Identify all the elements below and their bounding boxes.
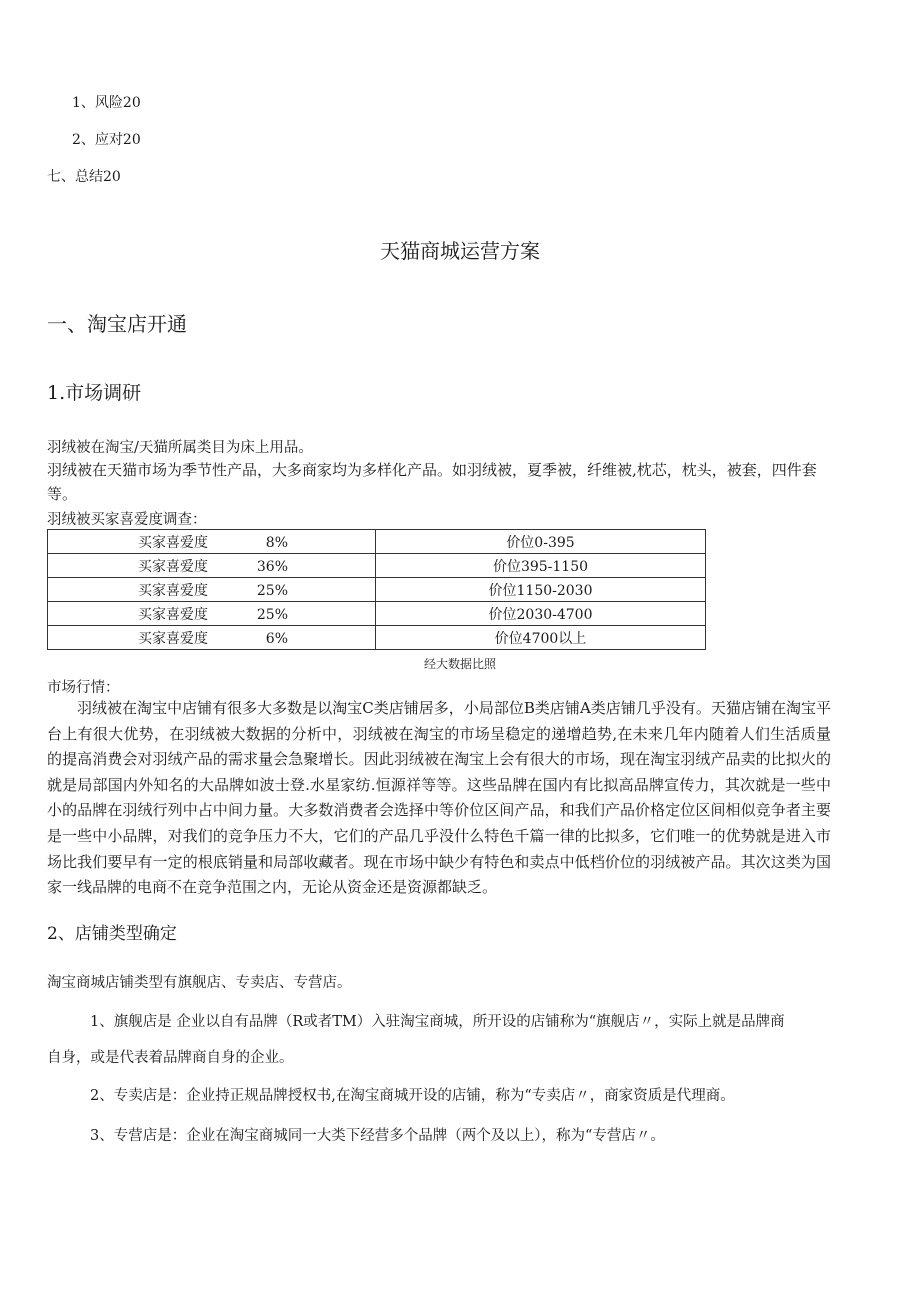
table-cell-preference — [48, 530, 376, 554]
intro-paragraph: 羽绒被在天猫市场为季节性产品，大多商家均为多样化产品。如羽绒被，夏季被，纤维被,枕芯，枕头，被套，四件套等。 — [47, 461, 817, 503]
toc-entry-summary — [47, 166, 121, 186]
subsection-heading-store-type: 2、店铺类型确定 — [47, 924, 177, 944]
table-row — [48, 578, 706, 602]
store-type-multibrand: 3、专营店是：企业在淘宝商城同一大类下经营多个品牌（两个及以上），称为“专营店〃。 — [90, 1128, 665, 1144]
table-row — [48, 530, 706, 554]
store-type-flagship-cont: 自身，或是代表着品牌商自身的企业。 — [47, 1050, 294, 1066]
preference-percent: 25% — [256, 606, 288, 623]
table-row — [48, 626, 706, 650]
table-row — [48, 602, 706, 626]
preference-label: 买家喜爱度 — [138, 534, 208, 551]
market-paragraph: 羽绒被在淘宝中店铺有很多大多数是以淘宝C类店铺居多，小局部位B类店铺A类店铺几乎没有。天猫店铺在淘宝平台上有很大优势，在羽绒被大数据的分析中，羽绒被在淘宝的市场呈稳定的递增趋势,在未来几年内随着人们生活质量的提高消费会对羽绒产品的需求量会急聚增长。因此羽绒被在淘宝上会有很大的市场，现在淘宝羽绒产品卖的比拟火的就是局部国内外知名的大品牌如波士登.水星家纺.恒源祥等等。这些品牌在国内有比拟高品牌宣传力，其次就是一些中小的品牌在羽绒行列中占中间力量。大多数消费者会选择中等价位区间产品，和我们产品价格定位区间相似竞争者主要是一些中小品牌，对我们的竞争压力不大，它们的产品几乎没什么特色千篇一律的比拟多，它们唯一的优势就是进入市场比我们要早有一定的根底销量和局部收藏者。现在市场中缺少有特色和卖点中低档价位的羽绒被产品。其次这类为国家一线品牌的电商不在竞争范围之内，无论从资金还是资源都缺乏。 — [47, 699, 831, 897]
preference-percent: 6% — [265, 630, 288, 647]
toc-page: 20 — [103, 169, 121, 185]
preference-label: 买家喜爱度 — [138, 606, 208, 623]
survey-table — [47, 529, 706, 650]
table-cell-preference — [48, 578, 376, 602]
preference-percent: 8% — [265, 534, 288, 551]
table-cell-price-range: 价位395-1150 — [376, 554, 706, 578]
table-cell-preference — [48, 626, 376, 650]
toc-page: 20 — [122, 95, 141, 111]
toc-page: 20 — [122, 132, 141, 148]
table-caption: 经大数据比照 — [423, 657, 496, 671]
table-row — [48, 554, 706, 578]
table-cell-price-range: 价位4700以上 — [376, 626, 706, 650]
table-cell-price-range: 价位1150-2030 — [376, 578, 706, 602]
table-cell-price-range: 价位2030-4700 — [376, 602, 706, 626]
document-title: 天猫商城运营方案 — [380, 239, 540, 263]
preference-label: 买家喜爱度 — [138, 558, 208, 575]
subsection-heading-market-research: 1.市场调研 — [47, 382, 142, 404]
section-heading: 一、淘宝店开通 — [47, 312, 187, 336]
preference-label: 买家喜爱度 — [138, 630, 208, 647]
store-type-specialty: 2、专卖店是：企业持正规品牌授权书,在淘宝商城开设的店铺，称为“专卖店〃，商家资质是代理商。 — [90, 1088, 735, 1104]
toc-entry-response — [72, 129, 141, 149]
store-types-intro: 淘宝商城店铺类型有旗舰店、专卖店、专营店。 — [47, 975, 352, 991]
toc-entry-risk — [72, 92, 141, 112]
preference-label: 买家喜爱度 — [138, 582, 208, 599]
survey-title: 羽绒被买家喜爱度调查： — [47, 512, 207, 528]
market-label: 市场行情： — [47, 680, 120, 696]
preference-percent: 25% — [256, 582, 288, 599]
toc-label: 2、应对 — [72, 132, 123, 148]
table-cell-preference — [48, 554, 376, 578]
store-type-flagship: 1、旗舰店是 企业以自有品牌（R或者TM）入驻淘宝商城，所开设的店铺称为“旗舰店〃，实际上就是品牌商 — [90, 1014, 785, 1030]
preference-percent: 36% — [256, 558, 288, 575]
table-cell-price-range: 价位0-395 — [376, 530, 706, 554]
intro-line: 羽绒被在淘宝/天猫所属类目为床上用品。 — [47, 440, 313, 456]
table-cell-preference — [48, 602, 376, 626]
toc-label: 1、风险 — [72, 95, 123, 111]
toc-label: 七、总结 — [47, 169, 103, 185]
